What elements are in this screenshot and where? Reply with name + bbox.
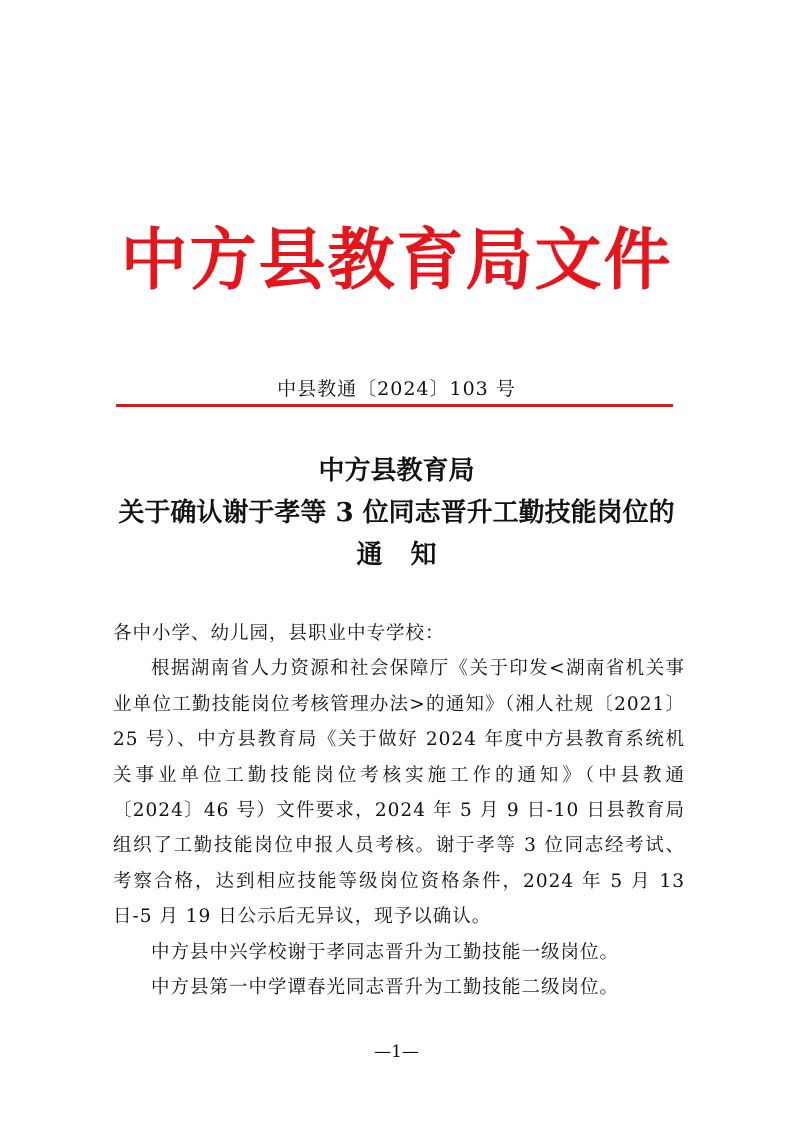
title-line-issuer: 中方县教育局 [318, 456, 475, 486]
red-divider-line [116, 404, 673, 407]
title-line-subject: 关于确认谢于孝等 3 位同志晋升工勤技能岗位的 [118, 498, 675, 528]
salutation: 各中小学、幼儿园，县职业中专学校： [113, 623, 445, 644]
document-number: 中县教通〔2024〕103 号 [277, 378, 516, 400]
page-number: —1— [374, 1042, 419, 1062]
body-paragraph: 根据湖南省人力资源和社会保障厅《关于印发<湖南省机关事业单位工勤技能岗位考核管理办法>的通知》（湘人社规〔2021〕25 号）、中方县教育局《关于做好 2024 年度中方县教育系统机关事业单位工勤技能岗位考核实施工作的通知》（中县教通〔2024〕46 号）文件要求，2024 年 5 月 9 日-10 日县教育局组织了工勤技能岗位申报人员考核。谢于孝等 3 位同志经考试、考察合格，达到相应技能等级岗位资格条件，2024 年 5 月 13 日-5 月 19 日公示后无异议，现予以确认。 [113, 658, 685, 928]
document-masthead: 中方县教育局文件 [120, 220, 673, 299]
body-paragraph: 中方县中兴学校谢于孝同志晋升为工勤技能一级岗位。 [151, 941, 620, 963]
document-title [0, 450, 793, 576]
document-body [113, 616, 685, 1005]
title-line-notice: 通知 [356, 540, 465, 570]
body-paragraph: 中方县第一中学谭春光同志晋升为工勤技能二级岗位。 [151, 977, 620, 999]
